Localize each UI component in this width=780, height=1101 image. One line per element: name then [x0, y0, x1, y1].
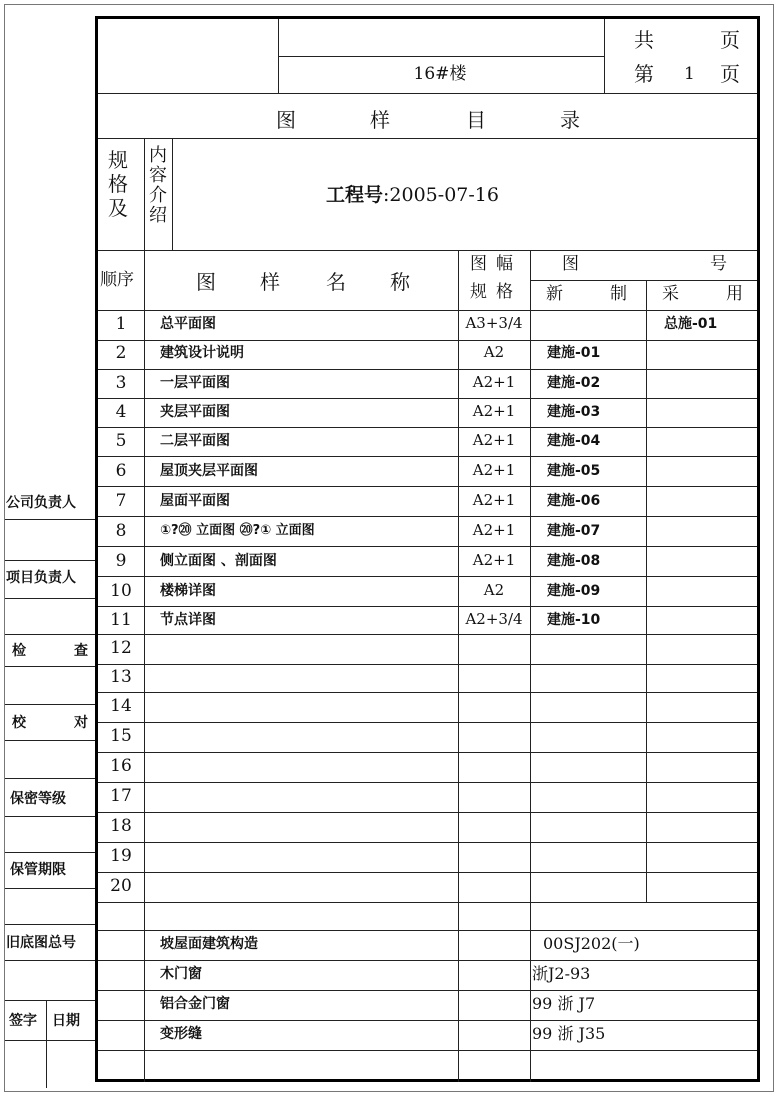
- project-number: [326, 186, 499, 205]
- row-number: 9: [115, 551, 127, 571]
- row-name: 夹层平面图: [160, 404, 230, 420]
- row-size: A2+1: [472, 491, 516, 509]
- row-number: 12: [110, 638, 132, 658]
- row-name: ①?⑳ 立面图 ⑳?① 立面图: [160, 523, 315, 538]
- spec-char: 容: [149, 165, 167, 186]
- spec-char: 介: [149, 185, 167, 206]
- row-size: A3+3/4: [465, 314, 523, 332]
- col-name-char: 称: [390, 270, 410, 294]
- row-number: 3: [115, 373, 127, 393]
- row-number: 17: [110, 786, 132, 806]
- row-name: 节点详图: [160, 612, 216, 628]
- row-name: 侧立面图 、剖面图: [160, 553, 277, 569]
- secrecy-level-label: 保密等级: [10, 791, 66, 807]
- col-drawing-no-char: 图: [562, 254, 579, 274]
- col-name-char: 样: [260, 270, 280, 294]
- row-new: 建施-05: [547, 463, 601, 479]
- row-new: 建施-04: [547, 433, 601, 449]
- sheet-label: 第: [634, 62, 654, 86]
- sheet-number: 1: [684, 64, 695, 84]
- reference-name: 木门窗: [160, 966, 202, 982]
- row-number: 5: [115, 431, 127, 451]
- row-number: 6: [115, 461, 127, 481]
- spec-label-col2: [147, 146, 169, 226]
- col-name-char: 名: [326, 270, 346, 294]
- row-name: 屋面平面图: [160, 493, 230, 509]
- spec-char: 格: [108, 172, 128, 196]
- row-new: 建施-01: [547, 345, 601, 361]
- row-number: 4: [115, 402, 127, 422]
- spec-char: 内: [149, 145, 167, 166]
- drawing-list-frame: [95, 16, 760, 1082]
- col-drawing-no-char: 号: [710, 254, 727, 274]
- row-number: 15: [110, 726, 132, 746]
- row-number: 20: [110, 876, 132, 896]
- col-size-char: 格: [496, 282, 513, 302]
- col-size-char: 规: [470, 282, 487, 302]
- storage-period-label: 保管期限: [10, 862, 66, 878]
- date-label: 日期: [52, 1013, 80, 1029]
- row-number: 10: [110, 581, 132, 601]
- reference-name: 变形缝: [160, 1026, 202, 1042]
- col-new-char: 新: [546, 284, 563, 304]
- col-size-char: 幅: [496, 254, 513, 274]
- col-adopt-char: 采: [662, 284, 679, 304]
- row-number: 18: [110, 816, 132, 836]
- company-manager-label: 公司负责人: [6, 495, 76, 511]
- sheet-unit: 页: [720, 62, 740, 86]
- reference-code: 00SJ202(一): [543, 934, 640, 953]
- old-drawing-number-label: 旧底图总号: [6, 935, 76, 951]
- project-number-value: :2005-07-16: [383, 184, 499, 206]
- signature-label: 签字: [9, 1013, 37, 1029]
- row-size: A2+1: [472, 461, 516, 479]
- row-name: 楼梯详图: [160, 583, 216, 599]
- proofread-label-2: 对: [74, 715, 88, 731]
- building-number: 16#楼: [413, 64, 467, 84]
- proofread-label-1: 校: [12, 715, 26, 731]
- row-size: A2+3/4: [465, 610, 523, 628]
- row-number: 7: [115, 491, 127, 511]
- spec-char: 及: [108, 196, 128, 220]
- check-label-2: 查: [74, 643, 88, 659]
- row-name: 屋顶夹层平面图: [160, 463, 258, 479]
- col-size-char: 图: [470, 254, 487, 274]
- col-adopt-char: 用: [726, 284, 743, 304]
- project-number-label: 工程号: [326, 184, 384, 206]
- row-number: 1: [115, 314, 127, 334]
- row-size: A2: [483, 343, 505, 361]
- row-number: 11: [110, 610, 132, 630]
- row-name: 二层平面图: [160, 433, 230, 449]
- reference-name: 铝合金门窗: [160, 996, 230, 1012]
- row-size: A2+1: [472, 431, 516, 449]
- total-pages-unit: 页: [720, 28, 740, 52]
- row-adopt: 总施-01: [664, 316, 718, 332]
- col-new-char: 制: [610, 284, 627, 304]
- row-new: 建施-08: [547, 553, 601, 569]
- row-name: 建筑设计说明: [160, 345, 244, 361]
- row-name: 总平面图: [160, 316, 216, 332]
- row-new: 建施-03: [547, 404, 601, 420]
- row-new: 建施-09: [547, 583, 601, 599]
- project-manager-label: 项目负责人: [6, 570, 76, 586]
- reference-code: 99 浙 J7: [532, 994, 596, 1013]
- row-size: A2: [483, 581, 505, 599]
- row-size: A2+1: [472, 521, 516, 539]
- spec-char: 规: [108, 148, 128, 172]
- title-char: 样: [370, 108, 390, 132]
- row-number: 2: [115, 343, 127, 363]
- row-number: 16: [110, 756, 132, 776]
- row-new: 建施-06: [547, 493, 601, 509]
- row-size: A2+1: [472, 402, 516, 420]
- row-size: A2+1: [472, 551, 516, 569]
- spec-label-col1: [107, 148, 129, 220]
- row-new: 建施-10: [547, 612, 601, 628]
- row-number: 13: [110, 667, 132, 687]
- row-number: 8: [115, 521, 127, 541]
- title-char: 录: [560, 108, 580, 132]
- title-char: 图: [276, 108, 296, 132]
- row-number: 19: [110, 846, 132, 866]
- check-label-1: 检: [12, 643, 26, 659]
- row-number: 14: [110, 696, 132, 716]
- row-name: 一层平面图: [160, 375, 230, 391]
- col-order: 顺序: [100, 270, 134, 290]
- col-name-char: 图: [196, 270, 216, 294]
- reference-code: 浙J2-93: [532, 964, 591, 983]
- spec-char: 绍: [149, 205, 167, 226]
- total-pages-label: 共: [634, 28, 654, 52]
- reference-code: 99 浙 J35: [532, 1024, 606, 1043]
- title-char: 目: [466, 108, 486, 132]
- row-new: 建施-07: [547, 523, 601, 539]
- reference-name: 坡屋面建筑构造: [160, 936, 258, 952]
- row-new: 建施-02: [547, 375, 601, 391]
- row-size: A2+1: [472, 373, 516, 391]
